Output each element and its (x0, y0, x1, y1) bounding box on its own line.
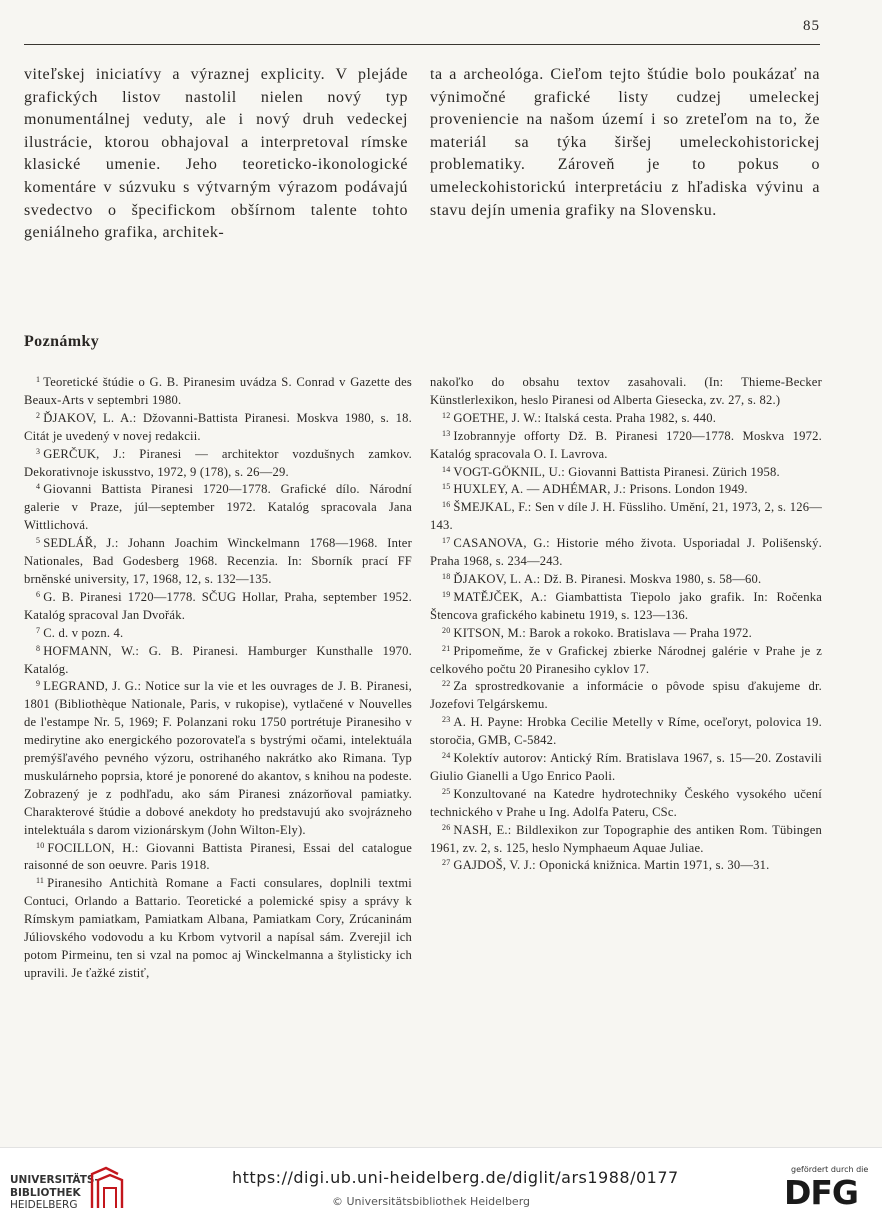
footnote-continuation: nakoľko do obsahu textov zasahovali. (In: Thieme-Becker Künstlerlexikon, heslo Piranesi od Alberta Giesecka, zv. 27, s. 82.) (430, 375, 822, 407)
footnote (430, 750, 822, 786)
footnote (24, 643, 412, 679)
footnote (430, 535, 822, 571)
footnote-number: 24 (442, 751, 451, 761)
funder-caption: gefördert durch die (791, 1165, 869, 1174)
footnote-number: 20 (442, 625, 451, 635)
footnote-number: 17 (442, 536, 451, 546)
footnote-number: 21 (442, 643, 451, 653)
notes-heading: Poznámky (24, 333, 100, 350)
footnote-number: 27 (442, 858, 451, 868)
footnote (24, 875, 412, 982)
footnote-number: 11 (36, 876, 45, 886)
footnote-text: Za sprostredkovanie a informácie o pôvode spisu ďakujeme dr. Jozefovi Telgárskemu. (430, 679, 822, 712)
footnote-text: SEDLÁŘ, J.: Johann Joachim Winckelmann 1768—1968. Inter Nationales, Bad Godesberg 1968. Recenzia. In: Sborník prací FF brněnské university, 17, 1968, 12, s. 132—135. (24, 536, 412, 586)
footnote (24, 840, 412, 876)
library-name-line: BIBLIOTHEK (10, 1186, 81, 1199)
footnote (430, 428, 822, 464)
footnote-number: 22 (442, 679, 451, 689)
library-name-line: HEIDELBERG (10, 1199, 78, 1211)
footnote-number: 12 (442, 410, 451, 420)
footnote (24, 625, 412, 643)
footnote-number: 3 (36, 446, 41, 456)
footnote-text: Konzultované na Katedre hydrotechniky Českého vysokého učení technického v Prahe u Ing. Adolfa Pateru, CSc. (430, 786, 822, 819)
footnote-text: Izobrannyje offorty Dž. B. Piranesi 1720—1778. Moskva 1972. Katalóg spracovala O. I. Lavrova. (430, 428, 822, 461)
footnote-number: 15 (442, 482, 451, 492)
footnote (430, 678, 822, 714)
footnote (24, 410, 412, 446)
footnote-text: KITSON, M.: Barok a rokoko. Bratislava — Praha 1972. (453, 625, 753, 640)
page-number: 85 (803, 18, 820, 34)
footnote-number: 2 (36, 410, 41, 420)
footnote (430, 481, 822, 499)
dfg-logo[interactable]: DFG (784, 1173, 859, 1212)
footnote-number: 14 (442, 464, 451, 474)
footnote-text: GOETHE, J. W.: Italská cesta. Praha 1982, s. 440. (453, 410, 717, 425)
footnote-text: Pripomeňme, že v Grafickej zbierke Národnej galérie v Prahe je z celkového počtu 20 Piranesiho cyklov 17. (430, 643, 822, 676)
footnote-number: 1 (36, 375, 41, 384)
footnote-text: Teoretické štúdie o G. B. Piranesim uvádza S. Conrad v Gazette des Beaux-Arts v septembri 1980. (24, 375, 412, 407)
footnote-text: ŠMEJKAL, F.: Sen v díle J. H. Füssliho. Umění, 21, 1973, 2, s. 126—143. (430, 500, 822, 533)
page-url-link[interactable]: https://digi.ub.uni-heidelberg.de/diglit/ars1988/0177 (232, 1168, 679, 1187)
footnote-text: VOGT-GÖKNIL, U.: Giovanni Battista Piranesi. Zürich 1958. (453, 464, 780, 479)
footnote-number: 19 (442, 589, 451, 599)
footnote-number: 9 (36, 679, 41, 689)
notes-column-left (24, 374, 412, 983)
footnote-number: 6 (36, 589, 41, 599)
body-text-right: ta a archeológa. Cieľom tejto štúdie bolo poukázať na výnimočné grafické listy cudzej umeleckej proveniencie na našom území i so zreteľom na to, že materiál sa týka širšej umeleckohistorickej problematiky. Zároveň je to pokus o umeleckohistorickú interpretáciu z hľadiska vývinu a stavu dejín umenia grafiky na Slovensku. (430, 66, 820, 219)
footnote (430, 464, 822, 482)
header-rule (24, 44, 820, 45)
footnote-number: 4 (36, 482, 41, 492)
footnote-text: Kolektív autorov: Antický Rím. Bratislava 1967, s. 15—20. Zostavili Giulio Gianelli a Ugo Enrico Paoli. (430, 751, 822, 783)
footnote-number: 16 (442, 500, 451, 510)
footnote (24, 374, 412, 410)
footnote (430, 625, 822, 643)
footnote (430, 822, 822, 858)
footnote-number: 5 (36, 536, 41, 546)
footnote-number: 18 (442, 571, 451, 581)
footnote (430, 499, 822, 535)
footnote-text: GERČUK, J.: Piranesi — architektor vozdušnych zamkov. Dekorativnoje iskusstvo, 1972, 9 (178), s. 26—29. (24, 446, 412, 479)
footnote-text: HOFMANN, W.: G. B. Piranesi. Hamburger Kunsthalle 1970. Katalóg. (24, 643, 412, 676)
footnote-text: FOCILLON, H.: Giovanni Battista Piranesi, Essai del catalogue raisonné de son oeuvre. Paris 1918. (24, 840, 412, 873)
footer-bar (0, 1147, 882, 1220)
footnote-text: CASANOVA, G.: Historie mého života. Usporiadal J. Polišenský. Praha 1968, s. 234—243. (430, 536, 822, 569)
footnote (24, 678, 412, 839)
footnote-text: LEGRAND, J. G.: Notice sur la vie et les ouvrages de J. B. Piranesi, 1801 (Bibliothèque Nationale, Paris, v rukopise), vytlačené v Nouvelles de l'estampe Nr. 5, 1969; F. Polanzani roku 1750 portrétuje Piranesiho v medirytine ako energického pozorovateľa s bystrými očami, intelektuála premýšľavého pevného výzoru, ostrihaného nakrátko ako Rimana. Typ muskulárneho poprsia, ktoré je ponorené do akantov, s knihou na podeste. Zobrazený je z podhľadu, ako sám Piranesi znázorňoval pamiatky. Charakterové štúdie a dobové anekdoty ho predstavujú ako svojrázneho intelektuála s darom vizionárskym (John Wilton-Ely). (24, 679, 412, 837)
footnote-text: GAJDOŠ, V. J.: Oponická knižnica. Martin 1971, s. 30—31. (453, 858, 770, 873)
footnote-text: A. H. Payne: Hrobka Cecilie Metelly v Ríme, oceľoryt, polovica 19. storočia, GMB, C-5842. (430, 715, 822, 748)
footnote-text: Giovanni Battista Piranesi 1720—1778. Grafické dílo. Národní galerie v Praze, júl—september 1972. Katalóg spracovala Jana Wittlichová. (24, 482, 412, 533)
footnote-text: NASH, E.: Bildlexikon zur Topographie des antiken Rom. Tübingen 1961, zv. 2, s. 125, heslo Nymphaeum Aquae Juliae. (430, 822, 822, 855)
footnote (24, 535, 412, 589)
footnote (430, 786, 822, 822)
footnote-number: 8 (36, 643, 41, 653)
footnote-text: ĎJAKOV, L. A.: Dž. B. Piranesi. Moskva 1980, s. 58—60. (453, 571, 762, 586)
footnote (24, 446, 412, 482)
footnote-number: 10 (36, 840, 45, 850)
copyright-text: © Universitätsbibliothek Heidelberg (332, 1195, 531, 1208)
footnote-text: ĎJAKOV, L. A.: Džovanni-Battista Piranesi. Moskva 1980, s. 18. Citát je uvedený v novej redakcii. (24, 410, 412, 443)
footnote-text: C. d. v pozn. 4. (43, 625, 124, 640)
library-name-line: UNIVERSITÄTS- (10, 1174, 99, 1186)
footnote (430, 857, 822, 875)
library-emblem-icon (86, 1164, 124, 1210)
footnote (430, 571, 822, 589)
footnote (24, 481, 412, 535)
footnote-text: Piranesiho Antichità Romane a Facti consulares, doplnili textmi Contuci, Orlando a Battario. Teoretické a polemické spisy a správy k Rímskym pamiatkam, Pamiatkam Albana, Pamiatkam Cory, Zrúcaninám Júliovského vodovodu a ku Krbom vytvoril a napísal sám. Zverejil ich potom Pirmeinu, ten si vzal na pomoc aj Winckelmanna a štylisticky ich upravili. Je ťažké zistiť, (24, 876, 412, 980)
footnote-text: MATĚJČEK, A.: Giambattista Tiepolo jako grafik. In: Ročenka Štencova grafického kabinetu 1919, s. 123—136. (430, 589, 822, 622)
footnote-number: 7 (36, 625, 41, 635)
notes-column-right (430, 374, 822, 875)
footnote (430, 589, 822, 625)
footnote (24, 589, 412, 625)
footnote-text: G. B. Piranesi 1720—1778. SČUG Hollar, Praha, september 1952. Katalóg spracoval Jan Dvořák. (24, 589, 412, 622)
footnote (430, 714, 822, 750)
footnote-number: 13 (442, 428, 451, 438)
footnote-number: 26 (442, 822, 451, 832)
footnote-text: HUXLEY, A. — ADHÉMAR, J.: Prisons. London 1949. (453, 482, 748, 497)
footnote (430, 643, 822, 679)
footnote (430, 410, 822, 428)
body-text-left: viteľskej iniciatívy a výraznej explicity. V plejáde grafických listov nastolil nielen nový typ monumentálnej veduty, ale i nový druh vedeckej ilustrácie, ktorou obhajoval a interpretoval rímske klasické umenie. Jeho teoreticko-ikonologické komentáre v súzvuku s výtvarným výrazom podávajú svedectvo o špecifickom obšírnom talente tohto geniálneho grafika, architek- (24, 66, 408, 242)
footnote-number: 23 (442, 715, 451, 725)
footnote-number: 25 (442, 786, 451, 796)
